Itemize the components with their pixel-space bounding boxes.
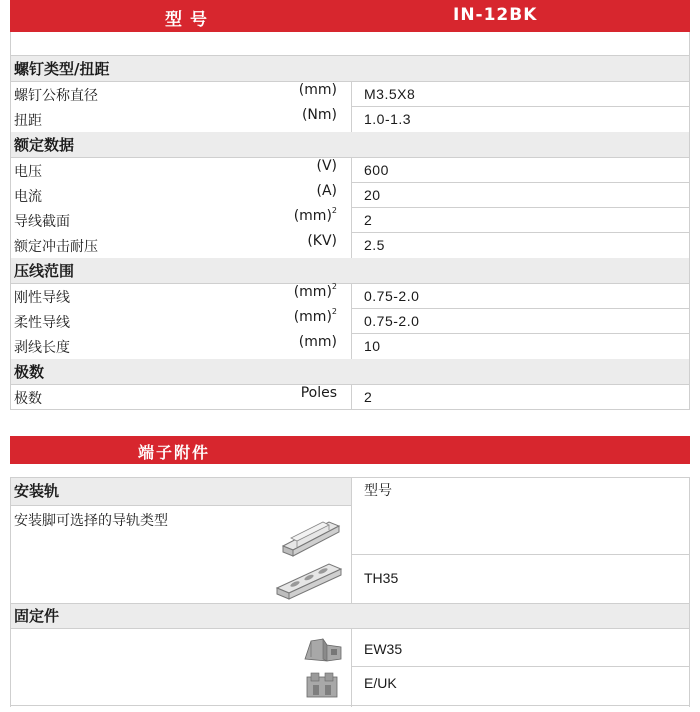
spec-row-current: [10, 183, 690, 208]
spec-unit: Poles: [300, 385, 337, 401]
spec-unit: [294, 284, 337, 300]
spec-unit: (mm): [298, 334, 337, 350]
spec-value: 2.5: [351, 233, 689, 258]
spec-value: 0.75-2.0: [351, 309, 689, 334]
fixing-model-cell: [351, 629, 689, 707]
spec-name: 极数: [14, 391, 42, 407]
spec-unit: [294, 309, 337, 325]
model-value: IN-12BK: [453, 5, 538, 25]
fixing-model-ew35: EW35: [364, 641, 403, 657]
spec-value: 1.0-1.3: [351, 107, 689, 132]
unit-text: (mm): [293, 309, 332, 325]
spec-row-wire-section: [10, 208, 690, 233]
model-column-header: 型号: [351, 478, 689, 506]
section-poles: 极数: [10, 359, 690, 385]
section-fixing: 固定件: [11, 604, 689, 629]
spec-unit: [294, 208, 337, 224]
accessories-header-bar: [10, 436, 690, 464]
section-mounting-rail: [11, 477, 689, 506]
spec-value: 2: [351, 208, 689, 233]
spec-name: 螺钉公称直径: [14, 88, 98, 104]
spec-row-impulse-voltage: [10, 233, 690, 258]
unit-superscript: 2: [331, 206, 337, 215]
fixing-model-euk: E/UK: [364, 675, 397, 691]
spec-row-strip-length: [10, 334, 690, 359]
spec-unit: (mm): [298, 82, 337, 98]
spec-unit: (Nm): [301, 107, 337, 123]
spec-row-screw-diameter: [10, 82, 690, 107]
unit-superscript: 2: [331, 282, 337, 291]
spec-name: 扭距: [14, 113, 42, 129]
spec-table: [10, 32, 690, 410]
spec-row-torque: [10, 107, 690, 132]
spec-value: 0.75-2.0: [351, 284, 689, 309]
unit-text: (mm): [293, 284, 332, 300]
spec-name: 剥线长度: [14, 340, 70, 356]
spec-row-flexible-wire: [10, 309, 690, 334]
cell-divider: [352, 554, 689, 555]
spec-name: 柔性导线: [14, 315, 70, 331]
mounting-rail-model-cell: [351, 506, 689, 603]
accessories-title: 端子附件: [138, 443, 211, 462]
mounting-rail-block: [11, 506, 689, 604]
spec-row-voltage: [10, 158, 690, 183]
spec-unit: (KV): [307, 233, 337, 249]
model-header-bar: [10, 0, 690, 32]
spec-name: 导线截面: [14, 214, 70, 230]
bottom-border: [10, 705, 690, 706]
model-label: 型号: [165, 10, 215, 30]
spec-value: M3.5X8: [351, 82, 689, 107]
cell-divider: [352, 666, 689, 667]
spec-unit: (V): [316, 158, 337, 174]
spec-unit: (A): [316, 183, 337, 199]
spec-row-rigid-wire: [10, 284, 690, 309]
fixing-block: [11, 629, 689, 707]
spec-name: 电流: [14, 189, 42, 205]
unit-text: (mm): [293, 208, 332, 224]
spec-value: 10: [351, 334, 689, 359]
spec-value: 20: [351, 183, 689, 208]
section-screw: 螺钉类型/扭距: [10, 56, 690, 82]
accessories-table: [10, 477, 690, 707]
mounting-rail-description: 安装脚可选择的导轨类型: [14, 513, 168, 529]
spec-value: 2: [351, 385, 689, 410]
section-rated: 额定数据: [10, 132, 690, 158]
spec-row-poles: [10, 385, 690, 410]
unit-superscript: 2: [331, 307, 337, 316]
din-rail-perforated-icon: [273, 560, 345, 602]
spacer-row: [10, 32, 690, 56]
end-bracket-ew35-icon: [301, 637, 345, 663]
spec-name: 刚性导线: [14, 290, 70, 306]
spec-name: 电压: [14, 164, 42, 180]
spec-name: 额定冲击耐压: [14, 239, 98, 255]
section-crimp-range: 压线范围: [10, 258, 690, 284]
spec-value: 600: [351, 158, 689, 183]
din-rail-top-hat-icon: [279, 516, 343, 558]
end-stop-euk-icon: [301, 671, 345, 701]
mounting-rail-title: 安装轨: [14, 482, 60, 500]
rail-model-value: TH35: [364, 570, 399, 586]
